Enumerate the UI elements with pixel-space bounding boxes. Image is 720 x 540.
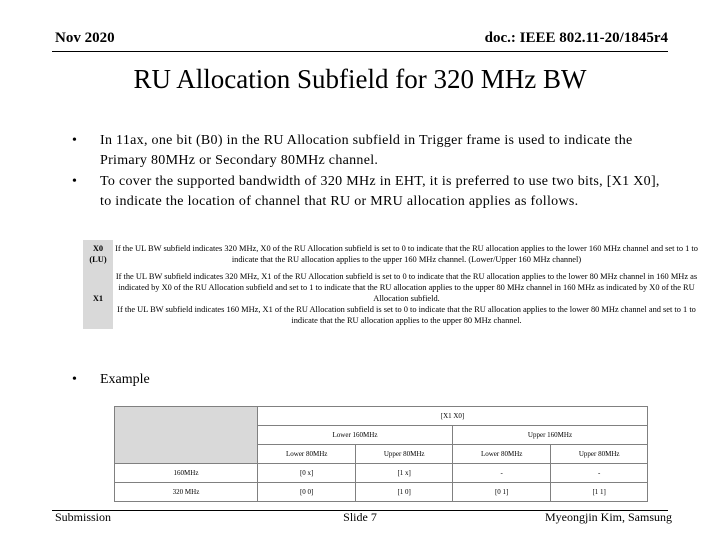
bullet-list — [72, 131, 672, 213]
bit-definition-table — [83, 240, 700, 329]
bullet-text: In 11ax, one bit (B0) in the RU Allocation subfield in Trigger frame is used to indicate the Primary 80MHz or Secondary 80MHz channel. — [100, 133, 633, 168]
footer-author: Myeongjin Kim, Samsung — [544, 510, 672, 524]
bullet-dot-icon: • — [72, 174, 78, 189]
table-cell: [0 0] — [258, 483, 356, 502]
bit-definition-320: If the UL BW subfield indicates 320 MHz, X1 of the RU Allocation subfield is set to 0 to indicate that the RU allocation applies to the lower 80 MHz channel in 160 MHz as indicated by X0 of the RU Allocation subfield and set to 1 to indicate that the RU allocation applies to the upper 80 MHz channel in 160 MHz as indicated by X0 of the RU Allocation subfield. — [115, 272, 698, 303]
bit-key-x1 — [83, 268, 113, 329]
sub-header: Lower 80MHz — [452, 445, 550, 464]
bullet-item — [72, 131, 672, 171]
bit-definition-text: If the UL BW subfield indicates 320 MHz, X0 of the RU Allocation subfield is set to 0 to indicate that the RU allocation applies to the lower 160 MHz channel and set to 1 to indicate that the RU allocation applies to the upper 160 MHz channel. (Lower/Upper 160 MHz channel) — [115, 244, 698, 264]
example-label: Example — [100, 372, 150, 387]
table-cell: [0 1] — [452, 483, 550, 502]
slide-title: RU Allocation Subfield for 320 MHz BW — [133, 64, 587, 94]
bit-definition-text — [113, 268, 700, 329]
bullet-item — [72, 172, 672, 212]
row-label: 320 MHz — [115, 483, 258, 502]
bullet-dot-icon: • — [72, 372, 77, 387]
table-cell: [1 x] — [356, 464, 453, 483]
bit-key-name: X0 — [92, 244, 104, 253]
bullet-dot-icon: • — [72, 133, 78, 148]
example-bullet — [72, 372, 150, 388]
table-cell: - — [551, 464, 648, 483]
bit-definition-160: If the UL BW subfield indicates 160 MHz, X1 of the RU Allocation subfield is set to 0 to indicate that the RU allocation applies to the lower 80 MHz channel and set to 1 to indicate that the RU allocation applies to the upper 80 MHz channel. — [117, 305, 696, 325]
table-cell: [1 0] — [356, 483, 453, 502]
table-row — [83, 268, 700, 329]
bullet-text: To cover the supported bandwidth of 320 MHz in EHT, it is preferred to use two bits, [X1 X0], to indicate the location of channel that RU or MRU allocation applies as follows. — [100, 174, 660, 209]
sub-header: Upper 80MHz — [551, 445, 648, 464]
table-cell: - — [452, 464, 550, 483]
sub-header: Lower 80MHz — [258, 445, 356, 464]
sub-header: Upper 80MHz — [356, 445, 453, 464]
bit-key-x0 — [83, 240, 113, 268]
table-row — [115, 407, 648, 426]
table-row — [115, 464, 648, 483]
footer-submission: Submission — [55, 510, 112, 524]
header-rule — [52, 51, 668, 52]
table-cell: [0 x] — [258, 464, 356, 483]
header-doc-id: doc.: IEEE 802.11-20/1845r4 — [484, 30, 668, 46]
header-date: Nov 2020 — [55, 30, 115, 46]
row-label: 160MHz — [115, 464, 258, 483]
table-corner-cell — [115, 407, 258, 464]
table-cell: [1 1] — [551, 483, 648, 502]
group-header: Upper 160MHz — [452, 426, 647, 445]
table-row — [115, 483, 648, 502]
table-row — [83, 240, 700, 268]
group-header: Lower 160MHz — [258, 426, 453, 445]
footer-slide-number: Slide 7 — [343, 510, 377, 524]
bit-key-name: X1 — [92, 294, 104, 303]
example-table — [114, 406, 648, 502]
table-top-header: [X1 X0] — [258, 407, 648, 426]
bit-key-alias: (LU) — [89, 255, 107, 264]
